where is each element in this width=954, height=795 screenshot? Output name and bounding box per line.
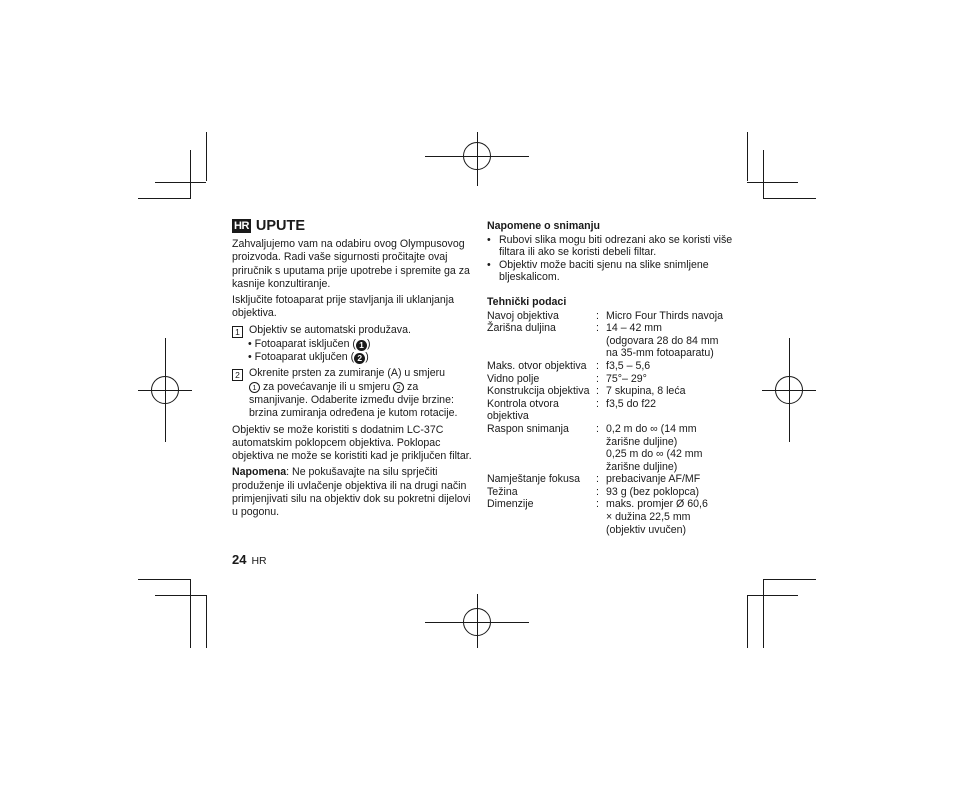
list-item: • Fotoaparat isključen ( 1 ) <box>248 337 371 350</box>
spec-value-line: 7 skupina, 8 leća <box>606 385 686 398</box>
list-item: • Rubovi slika mogu biti odrezani ako se koristi više filtara ili ako se koristi debeli filtar. <box>487 233 733 259</box>
spec-value-line: (odgovara 28 do 84 mm <box>606 334 719 347</box>
crop-mark <box>190 579 191 648</box>
step-text: Objektiv se automatski produžava. <box>249 323 411 336</box>
spec-value-line: žarišne duljine) <box>606 435 678 448</box>
spec-separator: : <box>596 422 599 435</box>
registration-mark <box>477 594 478 648</box>
spec-value <box>606 423 747 473</box>
spec-separator: : <box>596 359 599 372</box>
page-footer <box>232 552 267 567</box>
spec-label: Navoj objektiva <box>487 309 559 322</box>
spec-separator: : <box>596 372 599 385</box>
spec-value <box>606 373 747 386</box>
spec-label: Raspon snimanja <box>487 422 569 435</box>
spec-value <box>606 473 747 486</box>
crop-mark <box>747 595 798 596</box>
spec-value <box>606 360 747 373</box>
specs-title: Tehnički podaci <box>487 295 567 308</box>
spec-label: Dimenzije <box>487 498 534 511</box>
page-title: UPUTE <box>255 218 306 234</box>
spec-value-line: f3,5 do f22 <box>606 397 657 410</box>
table-row <box>487 385 747 398</box>
specs-table <box>487 310 747 537</box>
spec-separator: : <box>596 385 599 398</box>
table-row <box>487 486 747 499</box>
spec-value <box>606 398 747 423</box>
crop-mark <box>206 132 207 181</box>
spec-value-line: maks. promjer Ø 60,6 <box>606 498 708 511</box>
table-row <box>487 373 747 386</box>
intro-paragraph: Zahvaljujemo vam na odabiru ovog Olympusovog proizvoda. Radi vaše sigurnosti pročitajte ovaj priručnik s uputama prije upotrebe i spremite ga za kasnije konzultiranje. <box>232 238 470 290</box>
spec-value <box>606 486 747 499</box>
bullet: • <box>487 258 491 271</box>
spec-label: Konstrukcija objektiva <box>487 385 590 398</box>
step-2 <box>232 367 472 420</box>
spec-separator: : <box>596 397 599 410</box>
crop-mark <box>747 132 748 181</box>
table-row <box>487 310 747 323</box>
warning-note <box>232 466 472 519</box>
list-item: • Objektiv može baciti sjenu na slike snimljene bljeskalicom. <box>487 258 709 284</box>
spec-label: Težina <box>487 485 518 498</box>
spec-value-line: 0,25 m do ∞ (42 mm <box>606 448 703 461</box>
registration-mark <box>165 338 166 442</box>
crop-mark <box>747 595 748 648</box>
right-column <box>487 220 747 536</box>
language-badge: HR <box>234 220 249 232</box>
spec-value-line: 93 g (bez poklopca) <box>606 485 700 498</box>
table-row <box>487 398 747 423</box>
table-row <box>487 322 747 360</box>
crop-mark <box>763 579 816 580</box>
spec-label: Maks. otvor objektiva <box>487 359 587 372</box>
spec-value-line: 0,2 m do ∞ (14 mm <box>606 422 697 435</box>
spec-separator: : <box>596 309 599 322</box>
number-badge-icon: 1 <box>356 340 367 351</box>
spec-separator: : <box>596 498 599 511</box>
table-row <box>487 423 747 473</box>
crop-mark <box>763 150 764 198</box>
crop-mark <box>763 198 816 199</box>
spec-value-line: žarišne duljine) <box>606 460 678 473</box>
left-column <box>232 218 472 523</box>
spec-value <box>606 385 747 398</box>
circled-number-icon: 2 <box>393 382 404 393</box>
crop-mark <box>155 595 206 596</box>
spec-value-line: na 35-mm fotoaparatu) <box>606 347 714 360</box>
spec-value-line: prebacivanje AF/MF <box>606 473 701 486</box>
spec-separator: : <box>596 485 599 498</box>
spec-value-line: 75°– 29° <box>606 372 647 385</box>
step-number-box: 1 <box>232 326 243 338</box>
spec-separator: : <box>596 473 599 486</box>
page-number: 24 <box>232 552 247 567</box>
registration-mark <box>789 338 790 442</box>
spec-label: Kontrola otvora objektiva <box>487 397 559 423</box>
spec-value-line: 14 – 42 mm <box>606 322 662 335</box>
crop-mark <box>747 182 798 183</box>
bullet: • <box>487 233 491 246</box>
spec-label: Žarišna duljina <box>487 322 556 335</box>
note-text: : Ne pokušavajte na silu sprječiti produženje ili uvlačenje objektiva ili na drugi način primjenjivati silu na objektiv dok su pokretni dijelovi u pogonu. <box>232 466 471 519</box>
cap-note-paragraph: Objektiv se može koristiti s dodatnim LC-37C automatskim poklopcem objektiva. Poklopac objektiva ne može se koristiti kad je priključen filtar. <box>232 423 472 463</box>
step-number-box: 2 <box>232 369 243 381</box>
spec-value-line: Micro Four Thirds navoja <box>606 309 723 322</box>
spec-value-line: (objektiv uvučen) <box>606 523 687 536</box>
footer-language: HR <box>251 555 267 567</box>
table-row <box>487 360 747 373</box>
spec-value <box>606 310 747 323</box>
list-item: • Fotoaparat uključen ( 2 ) <box>248 351 369 364</box>
crop-mark <box>155 182 206 183</box>
section-heading <box>232 218 472 234</box>
spec-label: Namještanje fokusa <box>487 473 581 486</box>
spec-value-line: f3,5 – 5,6 <box>606 359 651 372</box>
registration-mark <box>477 132 478 186</box>
step-1 <box>232 324 472 338</box>
crop-mark <box>138 198 191 199</box>
crop-mark <box>190 150 191 198</box>
spec-value-line: × dužina 22,5 mm <box>606 511 691 524</box>
number-badge-icon: 2 <box>354 353 365 364</box>
circled-number-icon: 1 <box>249 382 260 393</box>
step-text: Okrenite prsten za zumiranje (A) u smjeru 1 za povećavanje ili u smjeru 2 za smanjivanje. Odaberite između dvije brzine: brzina zumiranja određena je kutom rotacije. <box>249 367 458 420</box>
crop-mark <box>206 595 207 648</box>
crop-mark <box>138 579 191 580</box>
spec-value <box>606 498 747 536</box>
table-row <box>487 498 747 536</box>
shooting-notes-title: Napomene o snimanju <box>487 220 601 232</box>
note-label: Napomena <box>232 466 287 479</box>
crop-mark <box>763 579 764 648</box>
spec-value <box>606 322 747 360</box>
table-row <box>487 473 747 486</box>
spec-separator: : <box>596 322 599 335</box>
power-off-instruction: Isključite fotoaparat prije stavljanja ili uklanjanja objektiva. <box>232 294 454 320</box>
spec-label: Vidno polje <box>487 372 540 385</box>
